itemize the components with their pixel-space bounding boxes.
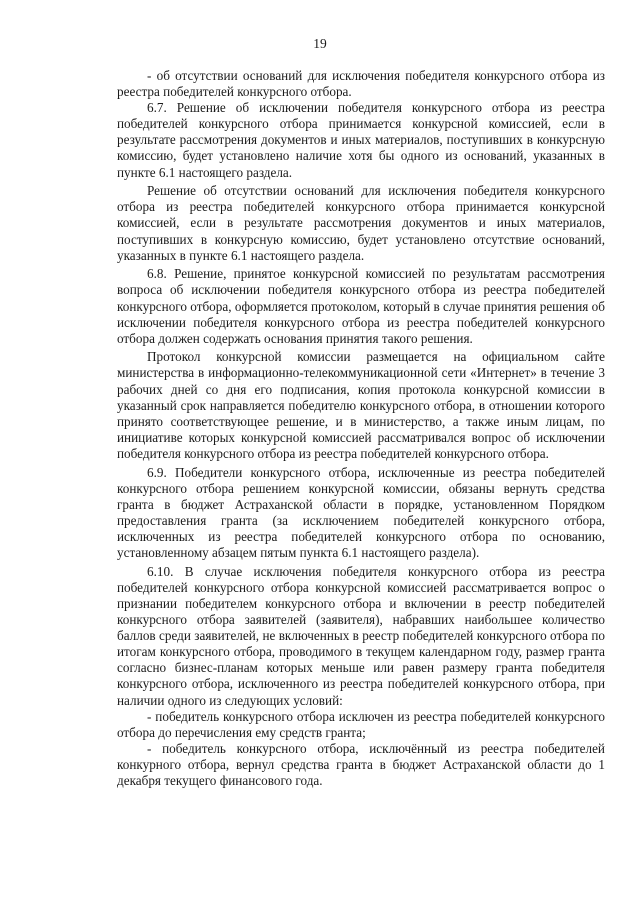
paragraph-6-8: 6.8. Решение, принятое конкурсной комиссией по результатам рассмотрения вопроса об исключении победителя конкурсного отбора из реестра победителей конкурсного отбора, оформляется протоколом, который в случае принятия решения об исключении победителя конкурсного отбора из реестра победителей конкурсного отбора должен содержать основания принятия такого решения. xyxy=(117,266,605,346)
document-body xyxy=(117,68,605,789)
paragraph-no-grounds-item: - об отсутствии оснований для исключения победителя конкурсного отбора из реестра победителей конкурсного отбора. xyxy=(117,68,605,100)
paragraph-protocol: Протокол конкурсной комиссии размещается на официальном сайте министерства в информационно-телекоммуникационной сети «Интернет» в течение 3 рабочих дней со дня его подписания, копия протокола конкурсной комиссии в указанный срок направляется победителю конкурсного отбора, в отношении которого принято соответствующее решение, и в министерство, а также иным лицам, по инициативе которых конкурсной комиссией рассматривался вопрос об исключении победителя конкурсного отбора из реестра победителей конкурсного отбора. xyxy=(117,349,605,461)
paragraph-condition-2: - победитель конкурсного отбора, исключённый из реестра победителей конкурного отбора, вернул средства гранта в бюджет Астраханской области до 1 декабря текущего финансового года. xyxy=(117,740,605,788)
paragraph-6-7: 6.7. Решение об исключении победителя конкурсного отбора из реестра победителей конкурсного отбора принимается конкурсной комиссией, если в результате рассмотрения документов и иных материалов, поступивших в конкурсную комиссию, будет установлено наличие хотя бы одного из оснований, указанных в пункте 6.1 настоящего раздела. xyxy=(117,100,605,180)
paragraph-6-10: 6.10. В случае исключения победителя конкурсного отбора из реестра победителей конкурсного отбора конкурсной комиссией рассматривается вопрос о признании победителем конкурсного отбора и включении в реестр победителей конкурсного отбора заявителей (заявителя), набравших наибольшее количество баллов среди заявителей, не включенных в реестр победителей конкурсного отбора по итогам конкурсного отбора, проводимого в текущем календарном году, размер гранта согласно бизнес-планам которых меньше или равен размеру гранта победителя конкурсного отбора, исключенного из реестра победителей конкурсного отбора, при наличии одного из следующих условий: xyxy=(117,563,605,708)
paragraph-6-9: 6.9. Победители конкурсного отбора, исключенные из реестра победителей конкурсного отбора решением конкурсной комиссии, обязаны вернуть средства гранта в бюджет Астраханской области в порядке, установленном Порядком предоставления гранта (за исключением победителей конкурсного отбора, исключенных из реестра победителей конкурсного отбора по основанию, установленному абзацем пятым пункта 6.1 настоящего раздела). xyxy=(117,464,605,561)
paragraph-condition-1: - победитель конкурсного отбора исключен из реестра победителей конкурсного отбора до перечисления ему средств гранта; xyxy=(117,708,605,740)
paragraph-decision-no-grounds: Решение об отсутствии оснований для исключения победителя конкурсного отбора из реестра победителей конкурсного отбора принимается конкурсной комиссией, если в результате рассмотрения документов и иных материалов, поступивших в конкурсную комиссию, будет установлено отсутствие оснований, указанных в пункте 6.1 настоящего раздела. xyxy=(117,183,605,263)
page-number: 19 xyxy=(313,36,327,51)
